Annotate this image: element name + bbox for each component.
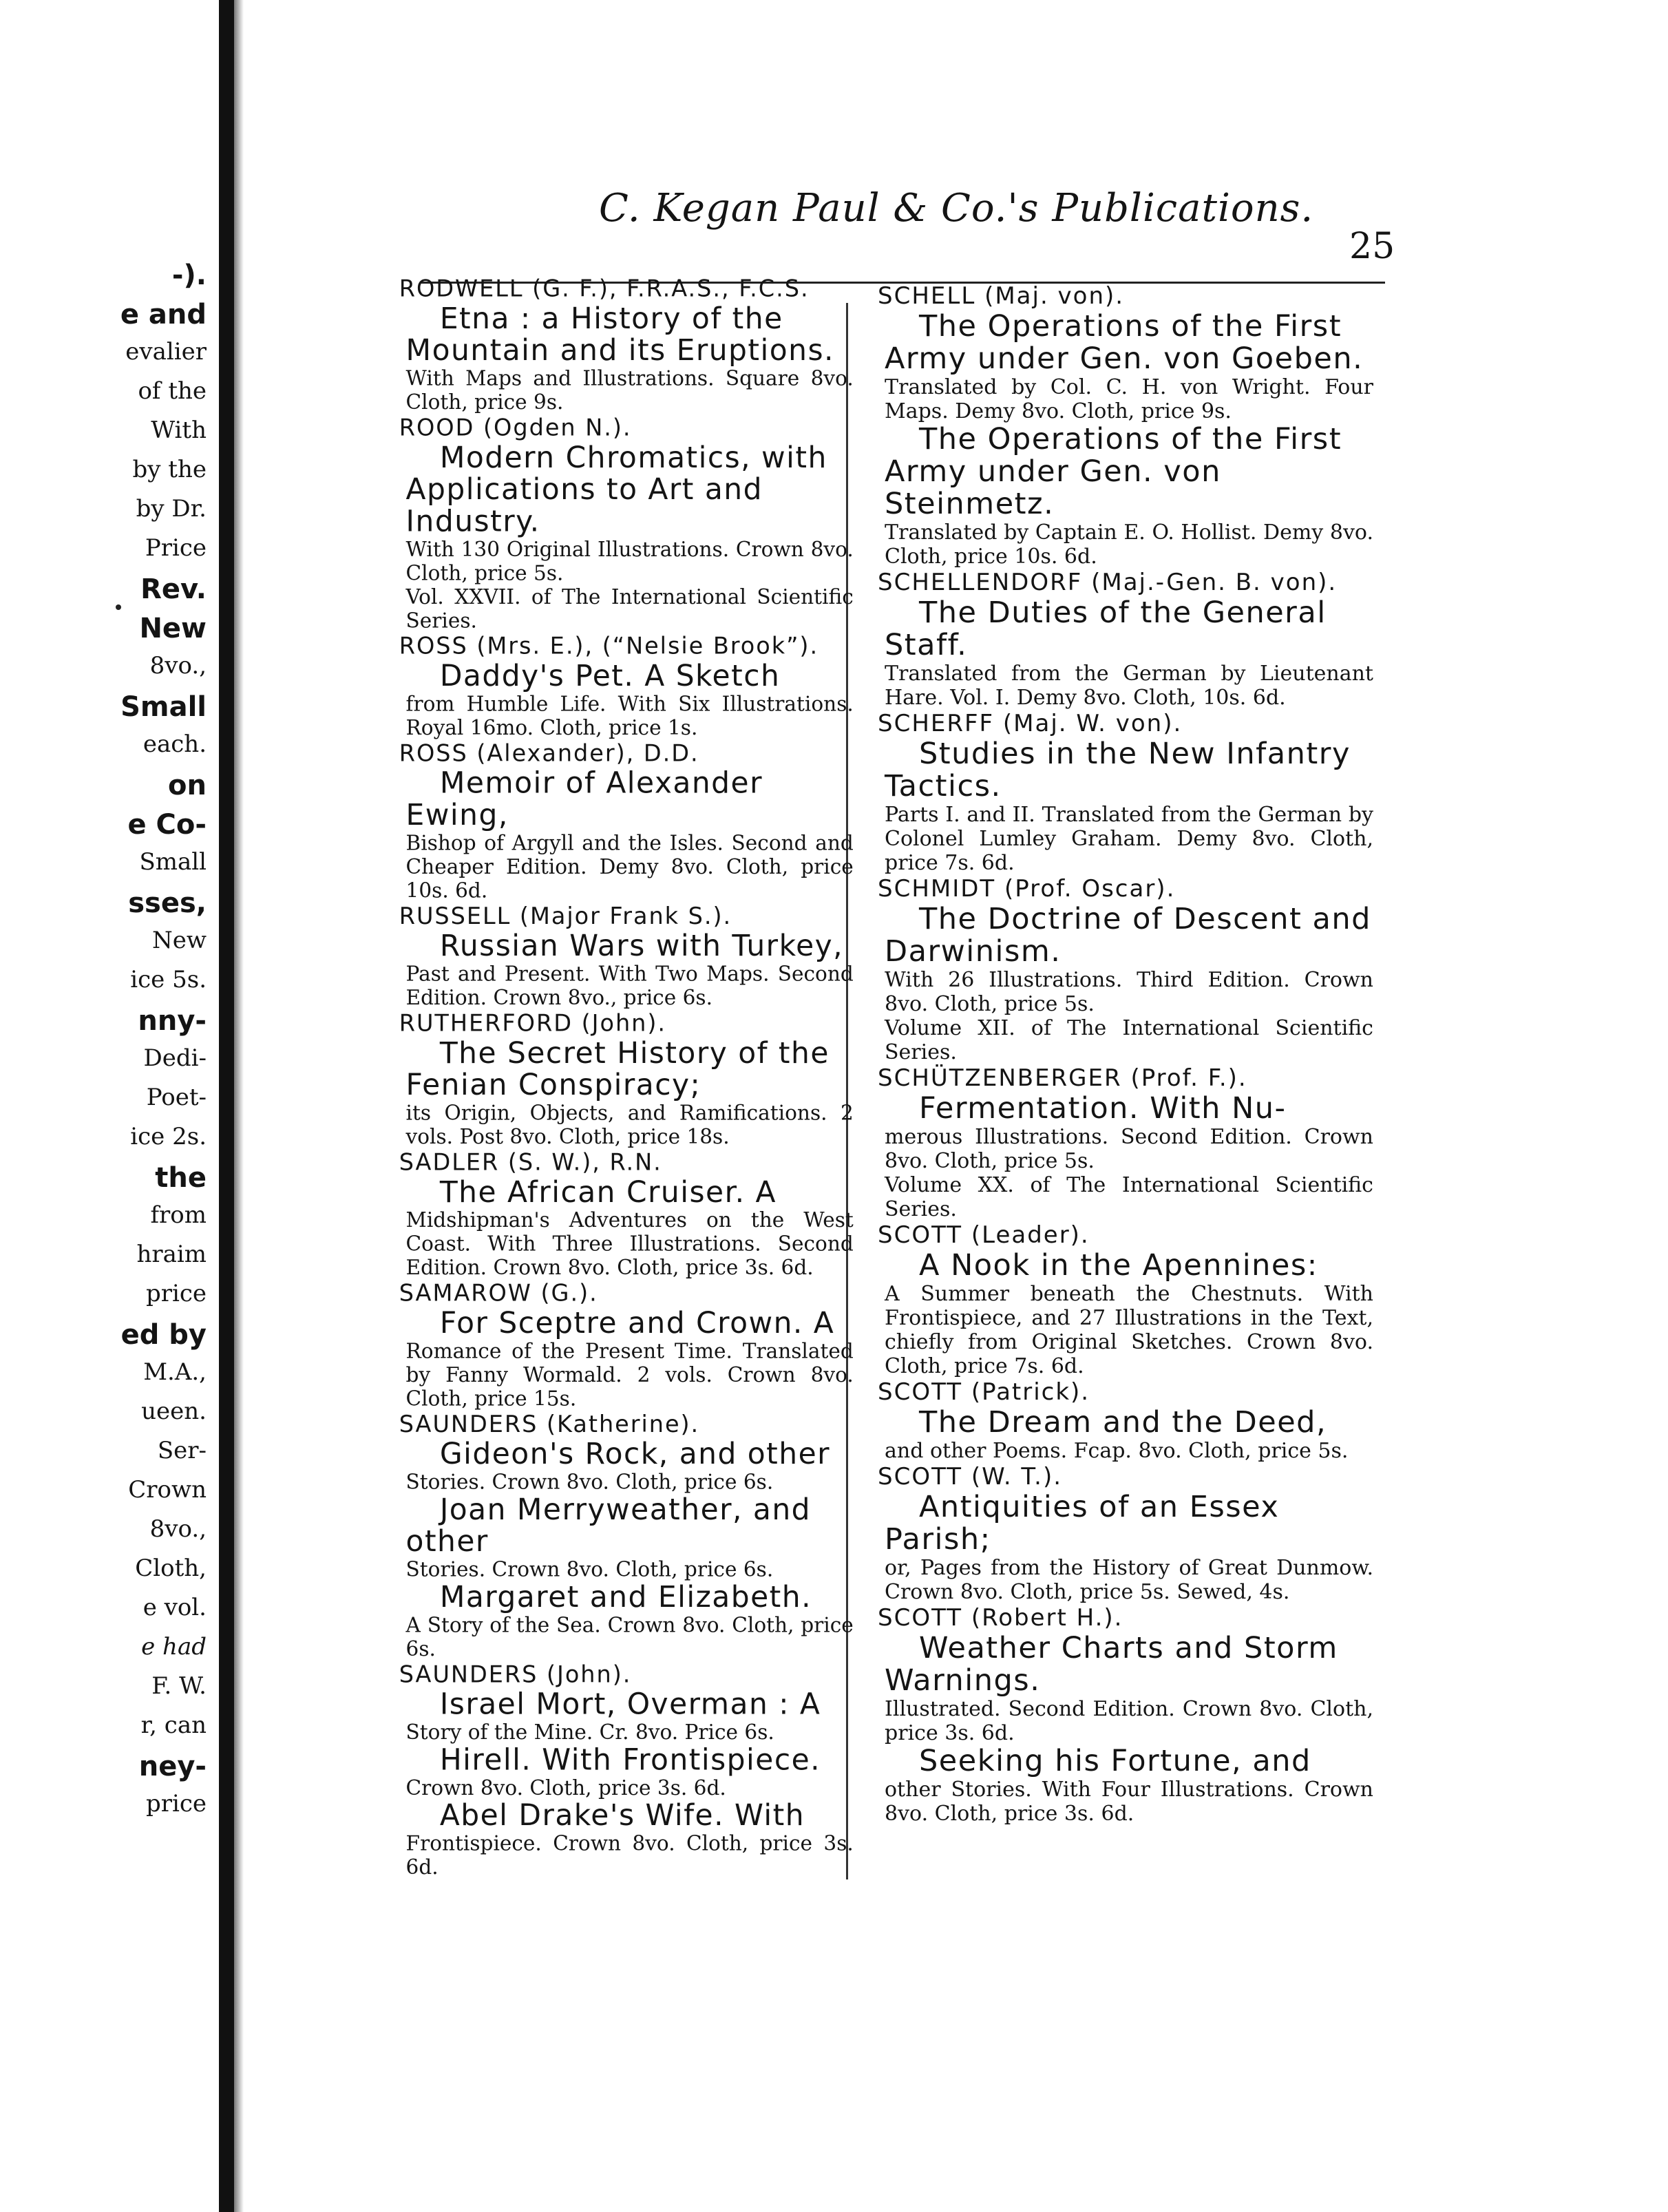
margin-fragment: ice 5s. bbox=[130, 966, 207, 993]
margin-fragment: hraim bbox=[136, 1241, 207, 1268]
margin-fragment: e and bbox=[120, 299, 207, 330]
margin-fragment: F. W. bbox=[151, 1672, 207, 1700]
work-title: Studies in the New Infantry Tactics. bbox=[885, 737, 1351, 803]
work-description: Translated by Col. C. H. von Wright. Four Maps. Demy 8vo. Cloth, price 9s. bbox=[885, 375, 1373, 423]
margin-fragment: ueen. bbox=[141, 1398, 207, 1425]
author-heading: ROSS (Mrs. E.), (“Nelsie Brook”). bbox=[399, 633, 819, 660]
catalogue-entry bbox=[864, 1463, 1373, 1604]
catalogue-entry bbox=[864, 1378, 1373, 1463]
margin-fragment: Small bbox=[120, 691, 207, 723]
margin-fragment: price bbox=[145, 1790, 207, 1818]
author-heading: SCHELL (Maj. von). bbox=[878, 282, 1125, 310]
margin-fragment: on bbox=[168, 770, 207, 801]
margin-fragment: ed by bbox=[120, 1319, 207, 1351]
work-description: and other Poems. Fcap. 8vo. Cloth, price 5s. bbox=[885, 1439, 1349, 1463]
margin-fragment: New bbox=[139, 613, 207, 644]
margin-fragment: evalier bbox=[125, 338, 207, 366]
margin-fragment: Crown bbox=[128, 1476, 207, 1504]
work-description: Midshipman's Adventures on the West Coast. With Three Illustrations. Second Edition. Crown 8vo. Cloth, price 3s. 6d. bbox=[405, 1208, 854, 1281]
catalogue-entry bbox=[864, 1221, 1373, 1378]
page-number: 25 bbox=[1349, 226, 1395, 267]
work-title: Memoir of Alexander Ewing, bbox=[405, 766, 763, 832]
margin-fragment: e Co- bbox=[127, 809, 207, 841]
margin-fragment: ney- bbox=[138, 1751, 207, 1782]
margin-fragment: New bbox=[152, 927, 207, 954]
margin-fragment: ice 2s. bbox=[130, 1123, 207, 1150]
margin-fragment: Price bbox=[145, 534, 207, 562]
catalogue-entry bbox=[386, 1149, 854, 1280]
work-description: Translated from the German by Lieutenant Hare. Vol. I. Demy 8vo. Cloth, 10s. 6d. bbox=[885, 662, 1373, 710]
work-description: With 130 Original Illustrations. Crown 8vo. Cloth, price 5s. Vol. XXVII. of The International Scientific Series. bbox=[405, 538, 854, 633]
margin-fragment: Cloth, bbox=[135, 1555, 207, 1582]
author-heading: SAMAROW (G.). bbox=[399, 1280, 598, 1307]
catalogue-entry bbox=[864, 569, 1373, 710]
margin-fragment: each. bbox=[142, 730, 207, 758]
margin-fragment: of the bbox=[138, 377, 207, 405]
work-title: Etna : a History of the Mountain and its Eruptions. bbox=[405, 302, 834, 368]
work-title: The Secret History of the Fenian Conspiracy; bbox=[405, 1036, 830, 1102]
work-description: from Humble Life. With Six Illustrations. Royal 16mo. Cloth, price 1s. bbox=[405, 692, 854, 740]
work-title: Fermentation. With Nu- bbox=[919, 1091, 1287, 1126]
margin-fragment: 8vo., bbox=[149, 1515, 207, 1543]
catalogue-entry bbox=[864, 282, 1373, 569]
work-title: The African Cruiser. A bbox=[439, 1175, 777, 1210]
work-description: Illustrated. Second Edition. Crown 8vo. Cloth, price 3s. 6d. bbox=[885, 1697, 1373, 1745]
catalogue-entry bbox=[386, 1661, 854, 1879]
work-title: Weather Charts and Storm Warnings. bbox=[885, 1631, 1338, 1698]
margin-fragment: nny- bbox=[138, 1005, 207, 1037]
work-title: Seeking his Fortune, and bbox=[919, 1744, 1311, 1778]
work-description: Stories. Crown 8vo. Cloth, price 6s. bbox=[405, 1470, 774, 1495]
author-heading: SCOTT (Leader). bbox=[878, 1221, 1090, 1249]
author-heading: SCHMIDT (Prof. Oscar). bbox=[878, 875, 1176, 903]
author-heading: RUSSELL (Major Frank S.). bbox=[399, 903, 732, 930]
work-description: Stories. Crown 8vo. Cloth, price 6s. bbox=[405, 1558, 774, 1582]
author-heading: SCOTT (Patrick). bbox=[878, 1378, 1090, 1406]
work-title: The Operations of the First Army under Gen. von Steinmetz. bbox=[885, 422, 1342, 521]
work-title: Modern Chromatics, with Applications to Art and Industry. bbox=[405, 441, 827, 539]
work-title: For Sceptre and Crown. A bbox=[439, 1306, 835, 1340]
work-description: other Stories. With Four Illustrations. Crown 8vo. Cloth, price 3s. 6d. bbox=[885, 1778, 1373, 1826]
margin-fragment: With bbox=[151, 417, 207, 444]
work-title: Margaret and Elizabeth. bbox=[439, 1580, 812, 1614]
work-title: A Nook in the Apennines: bbox=[919, 1248, 1318, 1283]
margin-fragment: by the bbox=[132, 456, 207, 483]
stray-mark bbox=[116, 604, 121, 610]
catalogue-entry bbox=[864, 1064, 1373, 1221]
margin-fragment: M.A., bbox=[143, 1358, 207, 1386]
work-title: Israel Mort, Overman : A bbox=[439, 1687, 821, 1722]
catalogue-entry bbox=[386, 1411, 854, 1661]
catalogue-entry bbox=[864, 875, 1373, 1064]
left-column bbox=[386, 275, 854, 1879]
author-heading: SAUNDERS (John). bbox=[399, 1661, 632, 1689]
work-description: A Summer beneath the Chestnuts. With Frontispiece, and 27 Illustrations in the Text, chiefly from Original Sketches. Crown 8vo. Cloth, price 7s. 6d. bbox=[885, 1282, 1373, 1378]
work-title: Russian Wars with Turkey, bbox=[439, 929, 844, 963]
series-note: Vol. XXVII. of The International Scientific Series. bbox=[405, 585, 854, 633]
margin-fragment: -). bbox=[171, 260, 207, 291]
series-note: Volume XII. of The International Scientific Series. bbox=[885, 1016, 1373, 1064]
author-heading: SCOTT (Robert H.). bbox=[878, 1604, 1123, 1632]
book-binding-shadow bbox=[219, 0, 234, 2212]
margin-fragment: e had bbox=[141, 1633, 207, 1661]
catalogue-entry bbox=[386, 903, 854, 1010]
work-description: With 26 Illustrations. Third Edition. Crown 8vo. Cloth, price 5s. Volume XII. of The International Scientific Series. bbox=[885, 968, 1373, 1064]
work-description: Romance of the Present Time. Translated by Fanny Wormald. 2 vols. Crown 8vo. Cloth, price 15s. bbox=[405, 1339, 854, 1411]
author-heading: ROOD (Ogden N.). bbox=[399, 414, 632, 442]
right-column bbox=[864, 282, 1373, 1826]
catalogue-entry bbox=[386, 414, 854, 633]
work-description: Crown 8vo. Cloth, price 3s. 6d. bbox=[405, 1776, 726, 1800]
catalogue-entry bbox=[386, 1280, 854, 1411]
work-title: Hirell. With Frontispiece. bbox=[439, 1742, 821, 1778]
catalogue-entry bbox=[864, 710, 1373, 875]
author-heading: SADLER (S. W.), R.N. bbox=[399, 1148, 662, 1177]
margin-fragment: e vol. bbox=[142, 1594, 207, 1621]
work-description: its Origin, Objects, and Ramifications. 2 vols. Post 8vo. Cloth, price 18s. bbox=[405, 1101, 854, 1149]
work-title: The Doctrine of Descent and Darwinism. bbox=[885, 902, 1371, 969]
work-title: Antiquities of an Essex Parish; bbox=[885, 1490, 1280, 1557]
work-description: merous Illustrations. Second Edition. Crown 8vo. Cloth, price 5s. Volume XX. of The International Scientific Series. bbox=[885, 1125, 1373, 1221]
work-description: Parts I. and II. Translated from the German by Colonel Lumley Graham. Demy 8vo. Cloth, price 7s. 6d. bbox=[885, 803, 1373, 875]
work-title: Gideon's Rock, and other bbox=[439, 1437, 831, 1471]
author-heading: SCHERFF (Maj. W. von). bbox=[878, 710, 1183, 737]
author-heading: SCOTT (W. T.). bbox=[878, 1463, 1063, 1491]
work-description: Frontispiece. Crown 8vo. Cloth, price 3s. 6d. bbox=[405, 1832, 854, 1879]
work-title: Abel Drake's Wife. With bbox=[439, 1798, 805, 1833]
work-description: Bishop of Argyll and the Isles. Second and Cheaper Edition. Demy 8vo. Cloth, price 10s. 6d. bbox=[405, 831, 854, 903]
work-description: Translated by Captain E. O. Hollist. Demy 8vo. Cloth, price 10s. 6d. bbox=[885, 520, 1373, 569]
catalogue-entry bbox=[386, 275, 854, 414]
work-description: or, Pages from the History of Great Dunmow. Crown 8vo. Cloth, price 5s. Sewed, 4s. bbox=[885, 1556, 1373, 1604]
binding-gradient bbox=[234, 0, 244, 2212]
margin-fragment: sses, bbox=[128, 887, 207, 919]
work-title: Daddy's Pet. A Sketch bbox=[439, 659, 781, 693]
work-title: Joan Merryweather, and other bbox=[405, 1493, 812, 1559]
work-description: Story of the Mine. Cr. 8vo. Price 6s. bbox=[405, 1720, 774, 1745]
work-title: The Operations of the First Army under Gen. von Goeben. bbox=[885, 309, 1364, 376]
series-note: Volume XX. of The International Scientific Series. bbox=[885, 1173, 1373, 1221]
facing-page-fragments bbox=[0, 262, 213, 1845]
author-heading: SCHÜTZENBERGER (Prof. F.). bbox=[878, 1064, 1247, 1092]
catalogue-entry bbox=[386, 740, 854, 903]
margin-fragment: from bbox=[150, 1201, 207, 1229]
running-head: C. Kegan Paul & Co.'s Publications. bbox=[599, 186, 1314, 231]
margin-fragment: price bbox=[145, 1280, 207, 1307]
author-heading: RODWELL (G. F.), F.R.A.S., F.C.S. bbox=[399, 275, 810, 303]
work-title: The Dream and the Deed, bbox=[919, 1405, 1327, 1440]
work-description: With Maps and Illustrations. Square 8vo. Cloth, price 9s. bbox=[405, 367, 854, 414]
author-heading: SAUNDERS (Katherine). bbox=[399, 1411, 700, 1438]
margin-fragment: Ser- bbox=[157, 1437, 207, 1464]
author-heading: ROSS (Alexander), D.D. bbox=[399, 739, 699, 768]
author-heading: SCHELLENDORF (Maj.-Gen. B. von). bbox=[878, 569, 1338, 596]
margin-fragment: the bbox=[155, 1162, 207, 1194]
author-heading: RUTHERFORD (John). bbox=[399, 1009, 667, 1037]
catalogue-entry bbox=[386, 1010, 854, 1149]
margin-fragment: Poet- bbox=[146, 1084, 207, 1111]
margin-fragment: by Dr. bbox=[136, 495, 207, 523]
margin-fragment: Dedi- bbox=[143, 1044, 207, 1072]
work-description: A Story of the Sea. Crown 8vo. Cloth, price 6s. bbox=[405, 1613, 854, 1661]
catalogue-entry bbox=[386, 633, 854, 740]
margin-fragment: r, can bbox=[140, 1711, 207, 1739]
margin-fragment: Rev. bbox=[140, 573, 207, 605]
work-description: Past and Present. With Two Maps. Second Edition. Crown 8vo., price 6s. bbox=[405, 962, 854, 1010]
margin-fragment: Small bbox=[139, 848, 207, 876]
work-title: The Duties of the General Staff. bbox=[885, 596, 1327, 662]
catalogue-entry bbox=[864, 1604, 1373, 1826]
margin-fragment: 8vo., bbox=[149, 652, 207, 680]
